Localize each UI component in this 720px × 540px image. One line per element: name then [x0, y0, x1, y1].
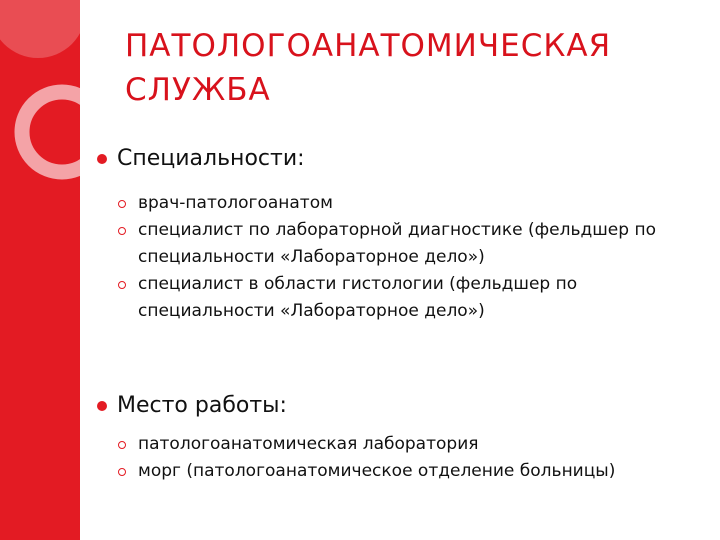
section-heading: Место работы: — [117, 393, 287, 418]
bullet-dot-icon — [97, 154, 107, 164]
list-item-text: врач-патологоанатом — [138, 193, 333, 213]
section-heading: Специальности: — [117, 146, 305, 171]
title-line-1: ПАТОЛОГОАНАТОМИЧЕСКАЯ — [125, 28, 612, 64]
ring-bullet-icon — [118, 227, 126, 235]
ring-bullet-icon — [118, 468, 126, 476]
ring-bullet-icon — [118, 200, 126, 208]
ring-bullet-icon — [118, 281, 126, 289]
specialties-list — [112, 190, 702, 325]
list-item — [112, 458, 702, 485]
section-specialties — [97, 146, 305, 171]
title-line-2: СЛУЖБА — [125, 72, 271, 108]
list-item-text: патологоанатомическая лаборатория — [138, 434, 479, 454]
ring-bullet-icon — [118, 441, 126, 449]
workplace-list — [112, 431, 702, 485]
list-item — [112, 190, 702, 217]
list-item-text: морг (патологоанатомическое отделение больницы) — [138, 461, 616, 481]
bullet-dot-icon — [97, 401, 107, 411]
slide-title — [125, 24, 705, 112]
list-item — [112, 431, 702, 458]
list-item-text: специалист по лабораторной диагностике (фельдшер по специальности «Лабораторное дело») — [138, 220, 656, 267]
list-item — [112, 271, 702, 325]
section-workplace — [97, 393, 287, 418]
list-item — [112, 217, 702, 271]
list-item-text: специалист в области гистологии (фельдшер по специальности «Лабораторное дело») — [138, 274, 578, 321]
